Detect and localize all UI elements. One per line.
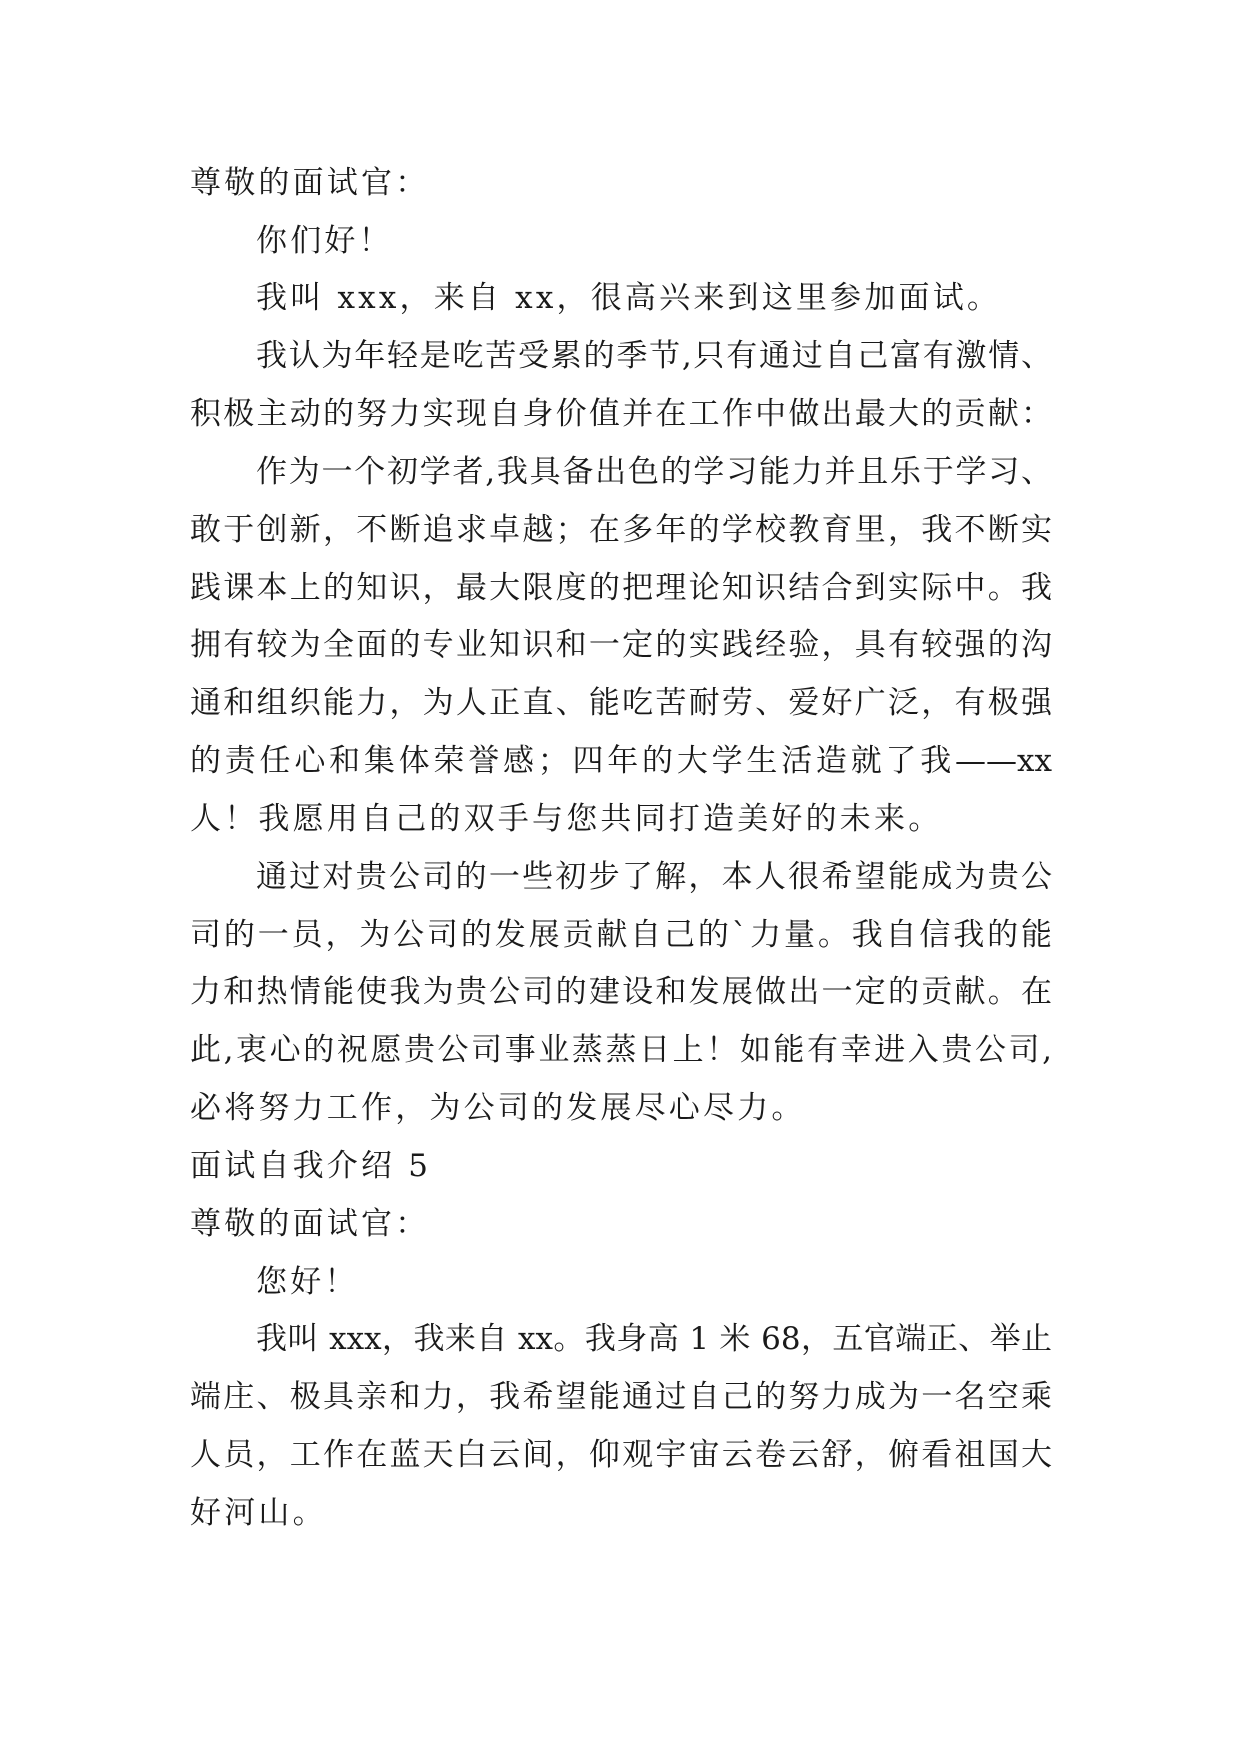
paragraph-line: 此,衷心的祝愿贵公司事业蒸蒸日上！如能有幸进入贵公司, [190,1032,1052,1068]
paragraph-line: 作为一个初学者,我具备出色的学习能力并且乐于学习、 [256,454,1052,490]
paragraph-line: 践课本上的知识，最大限度的把理论知识结合到实际中。我 [190,570,1052,606]
paragraph-line: 端庄、极具亲和力，我希望能通过自己的努力成为一名空乘 [190,1379,1052,1415]
paragraph-line: 必将努力工作，为公司的发展尽心尽力。 [190,1090,806,1126]
greeting: 你们好！ [256,223,393,259]
paragraph-line: 通和组织能力，为人正直、能吃苦耐劳、爱好广泛，有极强 [190,685,1052,721]
salutation: 尊敬的面试官： [190,165,430,201]
paragraph-line: 人员，工作在蓝天白云间，仰观宇宙云卷云舒，俯看祖国大 [190,1437,1052,1473]
paragraph-line: 的责任心和集体荣誉感；四年的大学生活造就了我——xx [190,743,1052,779]
paragraph-line: 积极主动的努力实现自身价值并在工作中做出最大的贡献： [190,396,1052,432]
paragraph-line: 拥有较为全面的专业知识和一定的实践经验，具有较强的沟 [190,627,1052,663]
section-heading: 面试自我介绍 5 [190,1148,432,1184]
paragraph-line: 好河山。 [190,1495,327,1531]
paragraph-line: 我叫 xxx，来自 xx，很高兴来到这里参加面试。 [256,280,1002,316]
paragraph-line: 通过对贵公司的一些初步了解，本人很希望能成为贵公 [256,859,1052,895]
paragraph-line: 我叫 xxx，我来自 xx。我身高 1 米 68，五官端正、举止 [256,1321,1052,1357]
greeting: 您好！ [256,1264,359,1300]
paragraph-line: 力和热情能使我为贵公司的建设和发展做出一定的贡献。在 [190,974,1052,1010]
paragraph-line: 我认为年轻是吃苦受累的季节,只有通过自己富有激情、 [256,338,1052,374]
paragraph-line: 敢于创新，不断追求卓越；在多年的学校教育里，我不断实 [190,512,1052,548]
paragraph-line: 人！我愿用自己的双手与您共同打造美好的未来。 [190,801,943,837]
salutation: 尊敬的面试官： [190,1206,430,1242]
paragraph-line: 司的一员，为公司的发展贡献自己的`力量。我自信我的能 [190,917,1052,953]
